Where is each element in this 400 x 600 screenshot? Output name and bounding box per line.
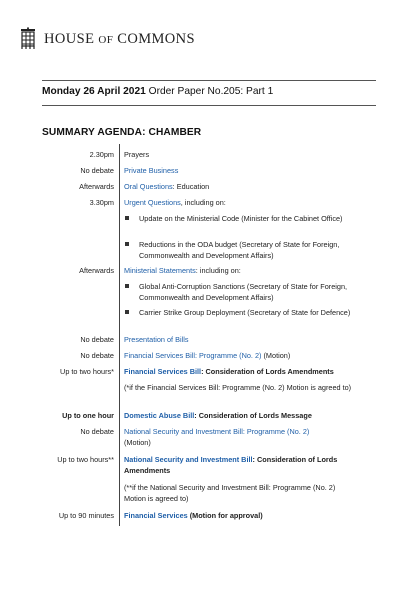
row-text: : Education [172,182,210,191]
row-time: No debate [80,427,114,436]
row-time: No debate [80,335,114,344]
nsi-programme-link[interactable]: National Security and Investment Bill: Programme (No. 2) [124,427,310,436]
row-time: 3.30pm [89,198,114,207]
heading-date: Monday 26 April 2021 [42,86,146,97]
note-text: (**if the National Security and Investment Bill: Programme (No. 2) Motion is agreed to) [124,483,336,503]
domestic-abuse-link[interactable]: Domestic Abuse Bill [124,411,195,420]
presentation-of-bills-link[interactable]: Presentation of Bills [124,335,189,344]
row-time: Up to 90 minutes [58,511,114,520]
note-text: (*if the Financial Services Bill: Programme (No. 2) Motion is agreed to) [124,383,352,392]
row-text: : Consideration of Lords Amendments [201,367,334,376]
heading-paper: Order Paper No.205: Part 1 [148,86,274,97]
bullet-icon [125,310,129,314]
header-rule-bottom [42,105,376,106]
section-title: SUMMARY AGENDA: CHAMBER [42,127,202,138]
row-text: : Consideration of Lords Message [194,411,312,420]
bullet-text: Update on the Ministerial Code (Minister for the Cabinet Office) [139,214,343,223]
portcullis-icon [18,27,38,51]
fs-programme-link[interactable]: Financial Services Bill: Programme (No. 2) [124,351,262,360]
bullet-text: Carrier Strike Group Deployment (Secretary of State for Defence) [139,308,351,317]
row-time: 2.30pm [89,150,114,159]
row-text: (Motion) [261,351,291,360]
row-text: , including on: [180,198,226,207]
row-text: (Motion) [124,438,151,447]
row-text: Prayers [124,150,150,159]
logo-wordmark: HOUSE OF COMMONS [44,30,196,47]
order-paper-heading [42,86,273,97]
nsi-bill-link[interactable]: National Security and Investment Bill [124,455,253,464]
row-time: Up to two hours* [60,367,114,376]
bullet-text: Global Anti-Corruption Sanctions (Secretary of State for Foreign, Commonwealth and Development Affairs) [139,282,348,302]
bullet-icon [125,284,129,288]
row-time: Up to two hours** [57,455,114,464]
row-time: No debate [80,166,114,175]
row-text: (Motion for approval) [187,511,263,520]
fs-bill-link[interactable]: Financial Services Bill [124,367,202,376]
bullet-text: Reductions in the ODA budget (Secretary of State for Foreign, Commonwealth and Development Affairs) [139,240,340,260]
private-business-link[interactable]: Private Business [124,166,179,175]
agenda-divider [119,144,120,526]
oral-questions-link[interactable]: Oral Questions [124,182,173,191]
row-time: No debate [80,351,114,360]
bullet-icon [125,242,129,246]
urgent-questions-link[interactable]: Urgent Questions [124,198,181,207]
header-rule-top [42,80,376,81]
house-of-commons-logo [18,27,195,51]
row-text: : Consideration of Lords Amendments [124,455,338,475]
row-time: Afterwards [79,182,114,191]
row-text: : including on: [195,266,241,275]
row-time: Afterwards [79,266,114,275]
row-time: Up to one hour [62,411,114,420]
ministerial-statements-link[interactable]: Ministerial Statements [124,266,196,275]
bullet-icon [125,216,129,220]
financial-services-link[interactable]: Financial Services [124,511,188,520]
